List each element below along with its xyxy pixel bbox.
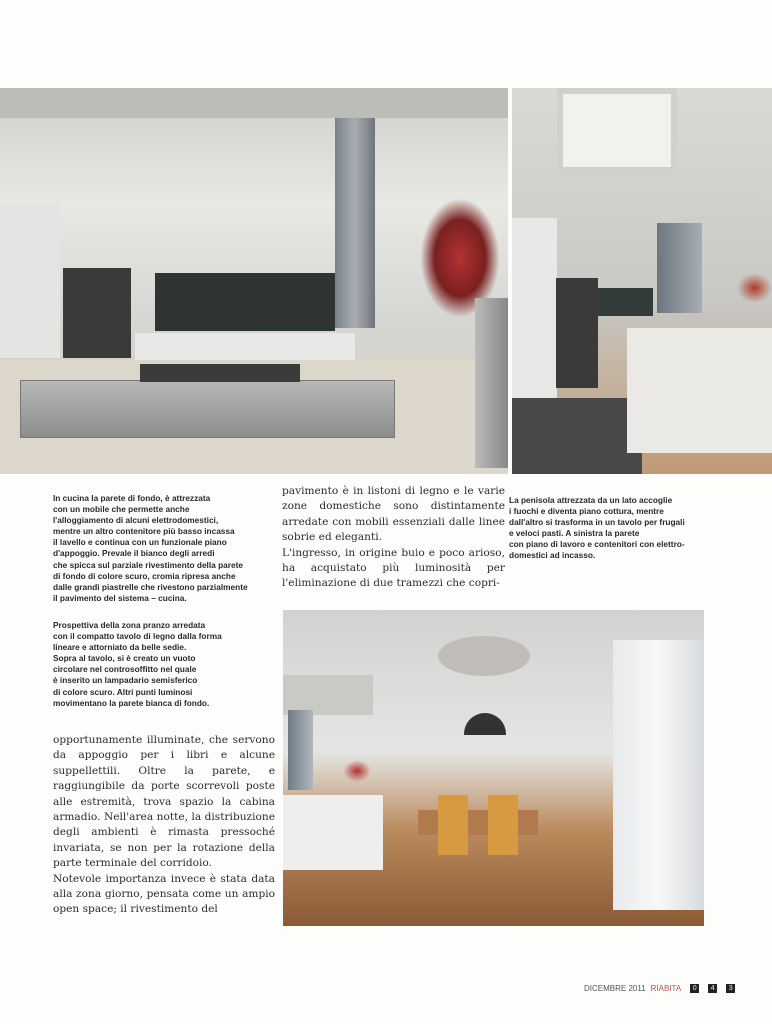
magazine-name: RIABITA bbox=[650, 984, 682, 993]
body-text-middle-column: pavimento è in listoni di legno e le varie zone domestiche sono distintamente arredate con mobili essenziali dalle linee sobrie ed eleganti. L'ingresso, in origine buio e poco arioso, ha acquistato più luminosità per l'eliminazione di due tramezzi che copri- bbox=[282, 485, 505, 590]
caption-kitchen-wall: In cucina la parete di fondo, è attrezzata con un mobile che permette anche l'alloggiamento di alcuni elettrodomestici, mentre un altro contenitore più basso incassa il lavello e continua con un funzionale piano d'appoggio. Prevale il bianco degli arredi che spicca sul parziale rivestimento della parete di fondo di colore scuro, cromia ripresa anche dalle grandi piastrelle che rivestono parzialmente il pavimento del sistema – cucina. bbox=[53, 493, 248, 603]
peninsula-photo bbox=[512, 88, 772, 474]
dining-photo bbox=[283, 610, 704, 926]
page-number-digit: 3 bbox=[726, 984, 735, 993]
issue-date: DICEMBRE 2011 bbox=[584, 984, 646, 993]
caption-dining: Prospettiva della zona pranzo arredata con il compatto tavolo di legno dalla forma lineare e attorniato da belle sedie. Sopra al tavolo, si è creato un vuoto circolare nel controsoffitto nel quale è inserito un lampadario semisferico di colore scuro. Altri punti luminosi movimentano la parete bianca di fondo. bbox=[53, 620, 222, 708]
page-number-digit: 4 bbox=[708, 984, 717, 993]
body-text-left-column: opportunamente illuminate, che servono da appoggio per i libri e alcune suppellettili. Oltre la parete, e raggiungibile da porte scorrevoli poste alle estremità, trova spazio la cabina armadio. Nell'area notte, la distribuzione degli ambienti è rimasta pressoché invariata, se non per la rotazione della parte terminale del corridoio. Notevole importanza invece è stata data alla zona giorno, pensata come un ampio open space; il rivestimento del bbox=[53, 734, 275, 916]
caption-peninsula: La penisola attrezzata da un lato accoglie i fuochi e diventa piano cottura, mentre dall'altro si trasforma in un tavolo per frugali e veloci pasti. A sinistra la parete con piano di lavoro e contenitori con elettro- domestici ad incasso. bbox=[509, 495, 685, 561]
page-number-digit: 0 bbox=[690, 984, 699, 993]
kitchen-photo bbox=[0, 88, 508, 474]
page-footer bbox=[584, 984, 735, 993]
